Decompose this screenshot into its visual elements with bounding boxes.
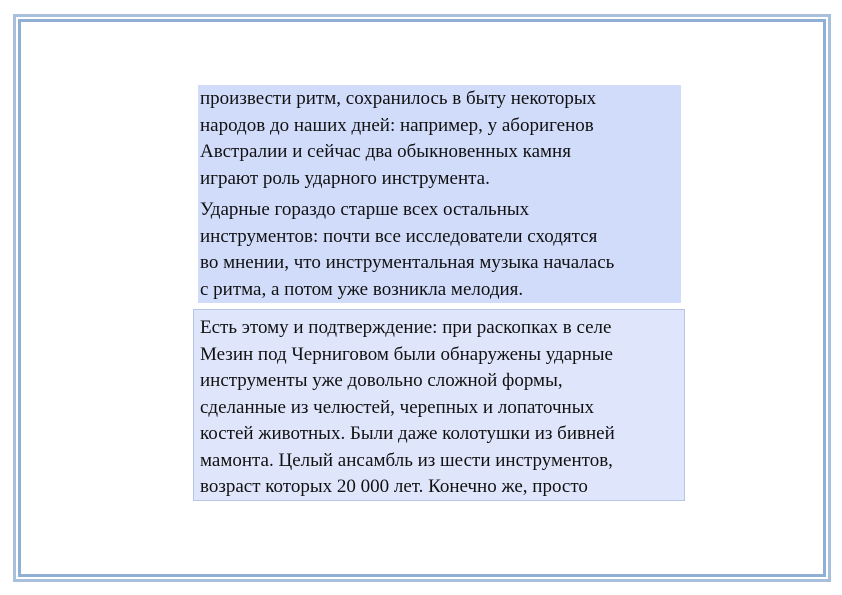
text-box-lower[interactable] <box>193 309 685 501</box>
text-box-upper[interactable] <box>198 85 681 303</box>
paragraph-percussion-oldest: Ударные гораздо старше всех остальных инструментов: почти все исследователи сходятся во мнении, что инструментальная музыка началась с ритма, а потом уже возникла мелодия. <box>200 199 615 300</box>
paragraph-mezin-excavation: Есть этому и подтверждение: при раскопках в селе Мезин под Черниговом были обнаружены ударные инструменты уже довольно сложной формы, сделанные из челюстей, черепных и лопаточных костей животных. Были даже колотушки из бивней мамонта. Целый ансамбль из шести инструментов, возраст которых 20 000 лет. Конечно же, просто <box>200 317 615 497</box>
paragraph-rhythm-stones: произвести ритм, сохранилось в быту некоторых народов до наших дней: например, у аборигенов Австралии и сейчас два обыкновенных камня играют роль ударного инструмента. <box>200 88 597 189</box>
